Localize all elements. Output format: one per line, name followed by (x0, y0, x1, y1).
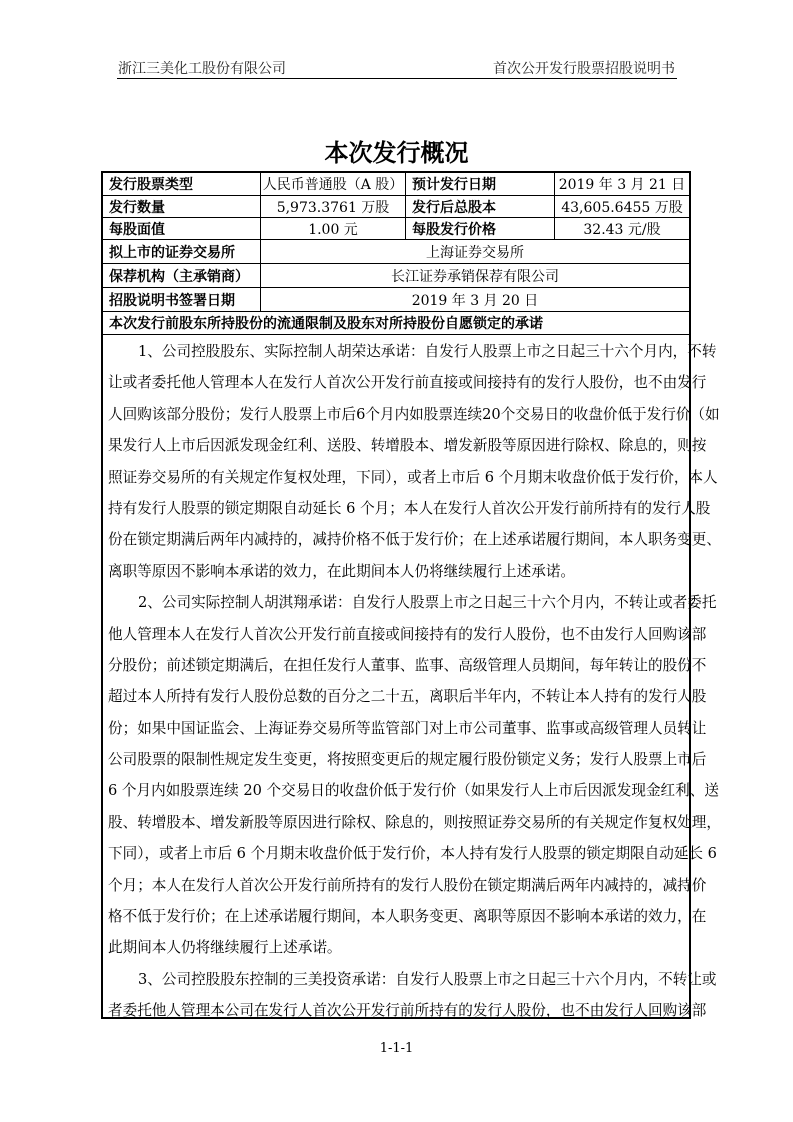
body-text-line: 2、公司实际控制人胡淇翔承诺：自发行人股票上市之日起三十六个月内，不转让或者委托 (138, 594, 717, 612)
exchange-label: 拟上市的证券交易所 (109, 244, 235, 261)
body-text-line: 持有发行人股票的锁定期限自动延长 6 个月；本人在发行人首次公开发行前所持有的发行人股 (108, 499, 711, 517)
lockup-commitments-text (108, 336, 721, 1027)
page-title: 本次发行概况 (324, 139, 469, 167)
par-value: 1.00 元 (260, 218, 405, 239)
body-text-line: 照证券交易所的有关规定作复权处理，下同），或者上市后 6 个月期末收盘价低于发行价，本人 (108, 468, 718, 486)
body-text-line: 分股份；前述锁定期满后，在担任发行人董事、监事、高级管理人员期间，每年转让的股份不 (108, 656, 707, 674)
sponsor-label: 保荐机构（主承销商） (109, 268, 249, 285)
table-row (103, 288, 689, 312)
header-rule (117, 78, 677, 79)
par-label: 每股面值 (109, 221, 165, 238)
body-text-line: 1、公司控股股东、实际控制人胡荣达承诺：自发行人股票上市之日起三十六个月内，不转 (138, 343, 717, 360)
body-text-line: 3、公司控股股东控制的三美投资承诺：自发行人股票上市之日起三十六个月内，不转让或 (138, 970, 717, 988)
body-text-line: 人回购该部分股份；发行人股票上市后6个月内如股票连续20个交易日的收盘价低于发行价（如 (108, 405, 720, 423)
lockup-section-heading: 本次发行前股东所持股份的流通限制及股东对所持股份自愿锁定的承诺 (109, 316, 543, 332)
body-text-line: 格不低于发行价；在上述承诺履行期间，本人职务变更、离职等原因不影响本承诺的效力，在 (108, 908, 707, 926)
sign-date-label: 招股说明书签署日期 (109, 292, 235, 309)
issue-qty-label: 发行数量 (109, 199, 165, 216)
header-doc-title: 首次公开发行股票招股说明书 (493, 61, 675, 77)
issue-date-label: 预计发行日期 (405, 173, 554, 195)
body-text-line: 超过本人所持有发行人股份总数的百分之二十五，离职后半年内，不转让本人持有的发行人股 (108, 688, 707, 706)
offering-overview-table (101, 171, 721, 1020)
body-text-line: 公司股票的限制性规定发生变更，将按照变更后的规定履行股份锁定义务；发行人股票上市后 (108, 751, 707, 769)
issue-type-value: 人民币普通股（A 股） (260, 173, 405, 195)
table-row (103, 173, 689, 196)
body-text-line: 6 个月内如股票连续 20 个交易日的收盘价低于发行价（如果发行人上市后因派发现金红利、送 (108, 782, 719, 800)
body-text-line: 股、转增股本、增发新股等原因进行除权、除息的，则按照证券交易所的有关规定作复权处理， (108, 813, 721, 831)
total-shares-label: 发行后总股本 (405, 196, 554, 217)
body-text-line: 他人管理本人在发行人首次公开发行前直接或间接持有的发行人股份，也不由发行人回购该部 (108, 625, 707, 643)
issue-type-label: 发行股票类型 (109, 177, 193, 193)
price-value: 32.43 元/股 (554, 218, 689, 239)
table-row (103, 240, 689, 264)
sign-date-value: 2019 年 3 月 20 日 (260, 288, 689, 311)
body-text-line: 份；如果中国证监会、上海证券交易所等监管部门对上市公司董事、监事或高级管理人员转让 (108, 719, 707, 737)
header-company: 浙江三美化工股份有限公司 (118, 61, 286, 77)
issue-date-value: 2019 年 3 月 21 日 (554, 173, 689, 195)
sponsor-value: 长江证券承销保荐有限公司 (260, 264, 689, 287)
issue-qty-value: 5,973.3761 万股 (260, 196, 405, 217)
page-number: 1-1-1 (379, 1041, 414, 1056)
body-text-line: 此期间本人仍将继续履行上述承诺。 (108, 939, 342, 957)
table-row (103, 218, 689, 240)
body-text-line: 离职等原因不影响本承诺的效力，在此期间本人仍将继续履行上述承诺。 (108, 562, 576, 580)
body-text-line: 个月；本人在发行人首次公开发行前所持有的发行人股份在锁定期满后两年内减持的，减持价 (108, 876, 707, 894)
exchange-value: 上海证券交易所 (260, 240, 689, 263)
body-text-line: 下同），或者上市后 6 个月期末收盘价低于发行价，本人持有发行人股票的锁定期限自动延长 6 (108, 845, 717, 863)
table-row (103, 196, 689, 218)
body-text-line: 果发行人上市后因派发现金红利、送股、转增股本、增发新股等原因进行除权、除息的，则按 (108, 437, 707, 455)
table-row (103, 312, 689, 335)
table-row (103, 264, 689, 288)
body-text-line: 者委托他人管理本公司在发行人首次公开发行前所持有的发行人股份，也不由发行人回购该部 (108, 1002, 707, 1020)
body-text-line: 让或者委托他人管理本人在发行人首次公开发行前直接或间接持有的发行人股份，也不由发行 (108, 374, 707, 392)
total-shares-value: 43,605.6455 万股 (554, 196, 689, 217)
body-text-line: 份在锁定期满后两年内减持的，减持价格不低于发行价；在上述承诺履行期间，本人职务变更、 (108, 531, 721, 549)
price-label: 每股发行价格 (405, 218, 554, 239)
